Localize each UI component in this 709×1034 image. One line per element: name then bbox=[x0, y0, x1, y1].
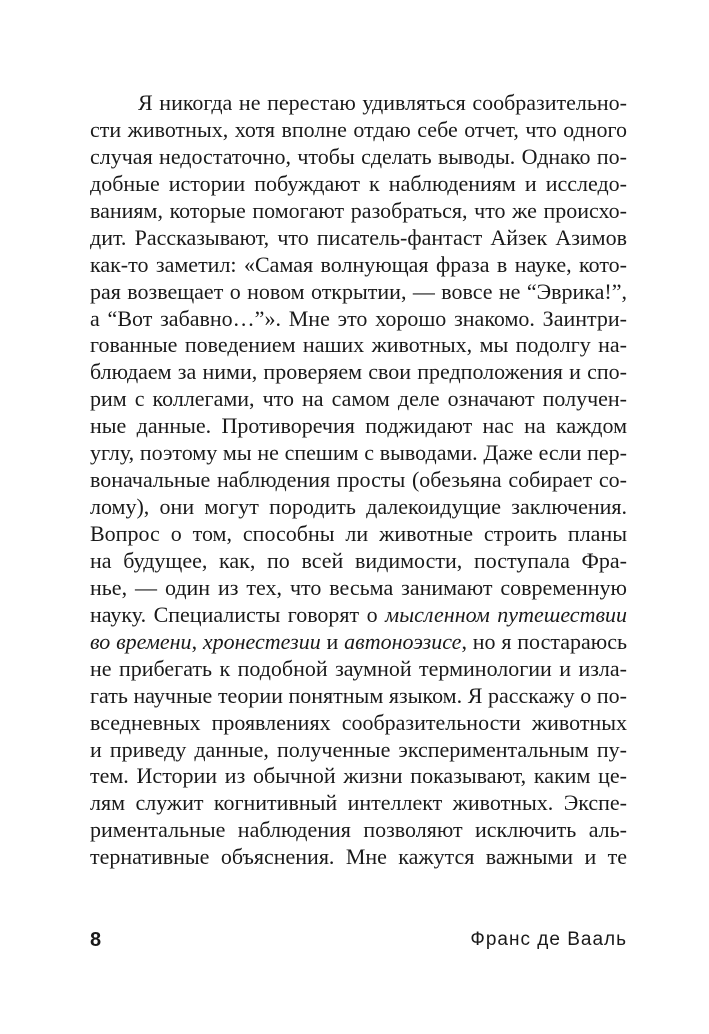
text-segment: , bbox=[191, 628, 203, 654]
text-segment: , но я постараюсь bbox=[461, 628, 628, 654]
italic-term: мысленном путешествии bbox=[385, 601, 628, 627]
text-line: рим с коллегами, что на самом деле означают получен- bbox=[90, 386, 627, 412]
text-line: ные данные. Противоречия поджидают нас на каждом bbox=[90, 413, 627, 439]
italic-term: автоноэзисе bbox=[344, 628, 462, 654]
text-line: сти животных, хотя вполне отдаю себе отчет, что одного bbox=[90, 116, 627, 142]
text-line: дит. Рассказывают, что писатель-фантаст Айзек Азимов bbox=[90, 224, 627, 250]
text-line: блюдаем за ними, проверяем свои предположения и спо- bbox=[90, 359, 627, 385]
running-head-author: Франс де Вааль bbox=[470, 929, 627, 950]
text-line: Вопрос о том, способны ли животные строить планы bbox=[90, 521, 627, 546]
text-line: на будущее, как, по всей видимости, поступала Фра- bbox=[90, 547, 627, 573]
text-line: а “Вот забавно…”». Мне это хорошо знакомо. Заинтри- bbox=[90, 305, 627, 331]
text-line: лям служит когнитивный интеллект животных. Экспе- bbox=[90, 790, 627, 816]
text-line: и приведу данные, полученные экспериментальным пу- bbox=[90, 736, 627, 762]
text-line: случая недостаточно, чтобы сделать выводы. Однако по- bbox=[90, 143, 627, 169]
italic-term: во времени bbox=[90, 628, 192, 654]
text-line: не прибегать к подобной заумной терминологии и изла- bbox=[90, 655, 627, 681]
text-line: как-то заметил: «Самая волнующая фраза в науке, кото- bbox=[90, 251, 627, 277]
text-line: риментальные наблюдения позволяют исключить аль- bbox=[90, 817, 627, 843]
text-line: гать научные теории понятным языком. Я расскажу о по- bbox=[90, 682, 627, 708]
text-line: лому), они могут породить далекоидущие заключения. bbox=[90, 494, 627, 520]
text-line: воначальные наблюдения просты (обезьяна собирает со- bbox=[90, 467, 627, 493]
text-line: гованные поведением наших животных, мы подолгу на- bbox=[90, 332, 627, 358]
text-line: рая возвещает о новом открытии, — вовсе не “Эврика!”, bbox=[90, 278, 627, 304]
text-segment: науку. Специалисты говорят о bbox=[90, 601, 386, 627]
text-line: тем. Истории из обычной жизни показывают, каким це- bbox=[90, 763, 627, 789]
page-number: 8 bbox=[90, 929, 102, 951]
italic-term: хронестезии bbox=[202, 628, 321, 654]
text-line: вседневных проявлениях сообразительности животных bbox=[90, 709, 627, 735]
text-line: углу, поэтому мы не спешим с выводами. Даже если пер- bbox=[90, 440, 627, 466]
text-line: добные истории побуждают к наблюдениям и исследо- bbox=[90, 170, 627, 196]
text-line: Я никогда не перестаю удивляться сообразительно- bbox=[138, 90, 627, 115]
text-segment: и bbox=[320, 628, 345, 654]
body-text bbox=[90, 90, 627, 871]
text-line: тернативные объяснения. Мне кажутся важными и те bbox=[90, 844, 627, 870]
text-line: нье, — один из тех, что весьма занимают современную bbox=[90, 574, 627, 600]
text-line-with-italic bbox=[90, 602, 627, 629]
text-line: ваниям, которые помогают разобраться, что же происхо- bbox=[90, 197, 627, 223]
text-line-with-italic bbox=[90, 629, 627, 656]
